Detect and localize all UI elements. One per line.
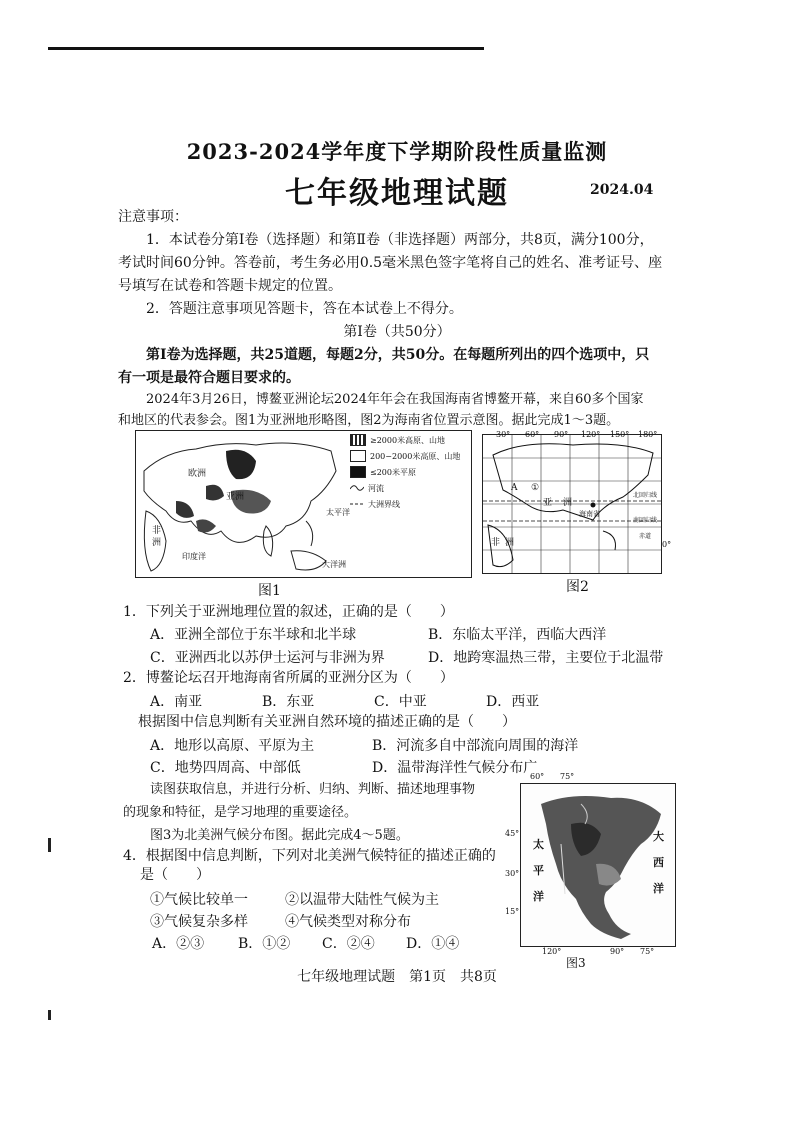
label-africa-1: 非 [152, 526, 162, 536]
tick-lat-30: 30° [505, 869, 520, 878]
q4-statement-3: ③气候复杂多样 [150, 914, 248, 930]
lon-tick-120: 120° [581, 430, 601, 439]
exam-title: 七年级地理试题 [285, 176, 509, 211]
q4-option-b: B．①② [238, 936, 291, 952]
label-region-1: ① [531, 483, 540, 493]
q1-option-d: D．地跨寒温热三带，主要位于北温带 [428, 650, 664, 666]
top-rule [48, 47, 484, 50]
label-africa-1: 非 [491, 538, 501, 548]
q1-option-b: B．东临太平洋，西临大西洋 [428, 627, 607, 643]
q4-statement-1: ①气候比较单一 [150, 892, 248, 908]
label-atlantic-3: 洋 [653, 882, 664, 895]
q4-statement-4: ④气候类型对称分布 [285, 914, 411, 930]
q1-option-a: A．亚洲全部位于东半球和北半球 [150, 627, 357, 643]
scan-mark [48, 838, 51, 852]
label-africa-2: 洲 [505, 538, 515, 548]
legend-mid [350, 448, 468, 464]
tick-bottom-120: 120° [542, 947, 562, 956]
section1-intro-line1: 第Ⅰ卷为选择题，共25道题，每题2分，共50分。在每题所列出的四个选项中，只 [146, 347, 650, 363]
exam-series-title: 2023-2024学年度下学期阶段性质量监测 [186, 139, 608, 164]
legend-swatch-high [350, 434, 366, 446]
tick-top-75: 75° [560, 772, 575, 781]
notice-item2: 2．答题注意事项见答题卡，答在本试卷上不得分。 [146, 301, 463, 317]
q3-option-d: D．温带海洋性气候分布广 [372, 760, 538, 776]
label-pacific: 太平洋 [326, 508, 350, 517]
section1-heading: 第Ⅰ卷（共50分） [343, 324, 451, 340]
q2-stem: 2．博鳌论坛召开地海南省所属的亚洲分区为（ ） [123, 670, 454, 686]
q4-stem-line2: 是（ ） [140, 867, 210, 883]
context2-line1: 读图获取信息，并进行分析、归纳、判断、描述地理事物 [150, 782, 476, 797]
lon-tick-150: 150° [610, 430, 630, 439]
legend-swatch-plain [350, 466, 366, 478]
figure2-caption: 图2 [566, 579, 589, 595]
lon-tick-60: 60° [525, 430, 540, 439]
na-climate-drawing [521, 784, 675, 946]
notice-item1-line1: 1．本试卷分第Ⅰ卷（选择题）和第Ⅱ卷（非选择题）两部分，共8页，满分100分， [146, 232, 654, 248]
legend-label-high: ≥2000米高原、山地 [370, 435, 446, 445]
context1-line2: 和地区的代表参会。图1为亚洲地形略图，图2为海南省位置示意图。据此完成1～3题。 [118, 413, 620, 428]
tick-bottom-90: 90° [610, 947, 625, 956]
q2-option-c: C．中亚 [374, 694, 427, 710]
q4-stem-line1: 4．根据图中信息判断，下列对北美洲气候特征的描述正确的 [123, 848, 496, 864]
notice-heading: 注意事项： [118, 209, 188, 225]
lat-tick-0: 0° [662, 540, 672, 549]
q3-stem: 根据图中信息判断有关亚洲自然环境的描述正确的是（ ） [138, 714, 516, 730]
legend-swatch-mid [350, 450, 366, 462]
fig3-bottom-ticks [520, 947, 674, 959]
q4-statement-2: ②以温带大陆性气候为主 [285, 892, 439, 908]
lon-tick-180: 180° [638, 430, 658, 439]
tick-lat-45: 45° [505, 829, 520, 838]
label-tropic-of-capricorn: 南回归线 [633, 517, 658, 524]
q2-option-b: B．东亚 [262, 694, 315, 710]
legend-plain [350, 464, 468, 480]
label-equator: 赤道 [639, 533, 652, 540]
q4-option-c: C．②④ [322, 936, 375, 952]
figure1-caption: 图1 [258, 583, 281, 599]
label-atlantic-2: 西 [653, 856, 664, 869]
legend-high [350, 432, 468, 448]
legend-river [350, 480, 468, 496]
label-asia-2: 洲 [563, 498, 573, 508]
label-pacific-3: 洋 [533, 890, 544, 903]
figure3-north-america-climate-map [520, 783, 676, 947]
notice-item1-line3: 号填写在试卷和答题卡规定的位置。 [118, 278, 342, 294]
label-africa-2: 洲 [152, 538, 162, 548]
q4-option-a: A．②③ [152, 936, 205, 952]
scan-mark [48, 1010, 51, 1020]
q4-option-d: D．①④ [406, 936, 460, 952]
label-asia: 亚洲 [226, 492, 245, 502]
figure1-asia-terrain-map [135, 430, 472, 578]
q3-option-c: C．地势四周高、中部低 [150, 760, 301, 776]
legend-boundary [350, 496, 468, 512]
legend-label-plain: ≤200米平原 [370, 467, 416, 477]
lon-tick-30: 30° [496, 430, 511, 439]
q3-option-a: A．地形以高原、平原为主 [150, 738, 315, 754]
label-indian-ocean: 印度洋 [182, 552, 206, 561]
label-pacific-1: 太 [533, 838, 544, 851]
label-europe: 欧洲 [188, 469, 207, 479]
section1-intro-line2: 有一项是最符合题目要求的。 [118, 370, 300, 386]
q1-option-c: C．亚洲西北以苏伊士运河与非洲为界 [150, 650, 385, 666]
tick-bottom-75: 75° [640, 947, 655, 956]
boundary-line-icon [350, 499, 364, 509]
exam-date: 2024.04 [590, 182, 654, 198]
context1-line1: 2024年3月26日，博鳌亚洲论坛2024年年会在我国海南省博鳌开幕，来自60多个国家 [146, 392, 644, 407]
label-pacific-2: 平 [533, 864, 544, 877]
figure2-hainan-location-map [482, 434, 662, 574]
fig3-lat-ticks [505, 783, 519, 945]
lon-tick-90: 90° [554, 430, 569, 439]
river-line-icon [350, 483, 364, 493]
q1-stem: 1．下列关于亚洲地理位置的叙述，正确的是（ ） [123, 604, 454, 620]
tick-top-60: 60° [530, 772, 545, 781]
label-atlantic-1: 大 [653, 830, 664, 843]
tick-lat-15: 15° [505, 907, 520, 916]
q2-option-a: A．南亚 [150, 694, 203, 710]
legend-label-mid: 200−2000米高原、山地 [370, 451, 461, 461]
label-oceania: 大洋洲 [322, 560, 346, 569]
q2-option-d: D．西亚 [486, 694, 540, 710]
label-tropic-of-cancer: 北回归线 [633, 492, 658, 499]
label-a: A [511, 483, 518, 493]
figure3-caption: 图3 [566, 956, 586, 970]
notice-item1-line2: 考试时间60分钟。答卷前，考生务必用0.5毫米黑色签字笔将自己的姓名、准考证号、座 [118, 255, 663, 271]
page-footer: 七年级地理试题 第1页 共8页 [297, 969, 497, 985]
label-hainan: 海南省 [579, 510, 600, 518]
figure1-legend [350, 432, 468, 512]
label-asia-1: 亚 [543, 498, 553, 508]
context2-line2: 的现象和特征，是学习地理的重要途径。 [123, 805, 358, 820]
q3-option-b: B．河流多自中部流向周围的海洋 [372, 738, 579, 754]
legend-label-boundary: 大洲界线 [368, 499, 400, 509]
legend-label-river: 河流 [368, 483, 384, 493]
context2-line3: 图3为北美洲气候分布图。据此完成4～5题。 [150, 828, 409, 843]
